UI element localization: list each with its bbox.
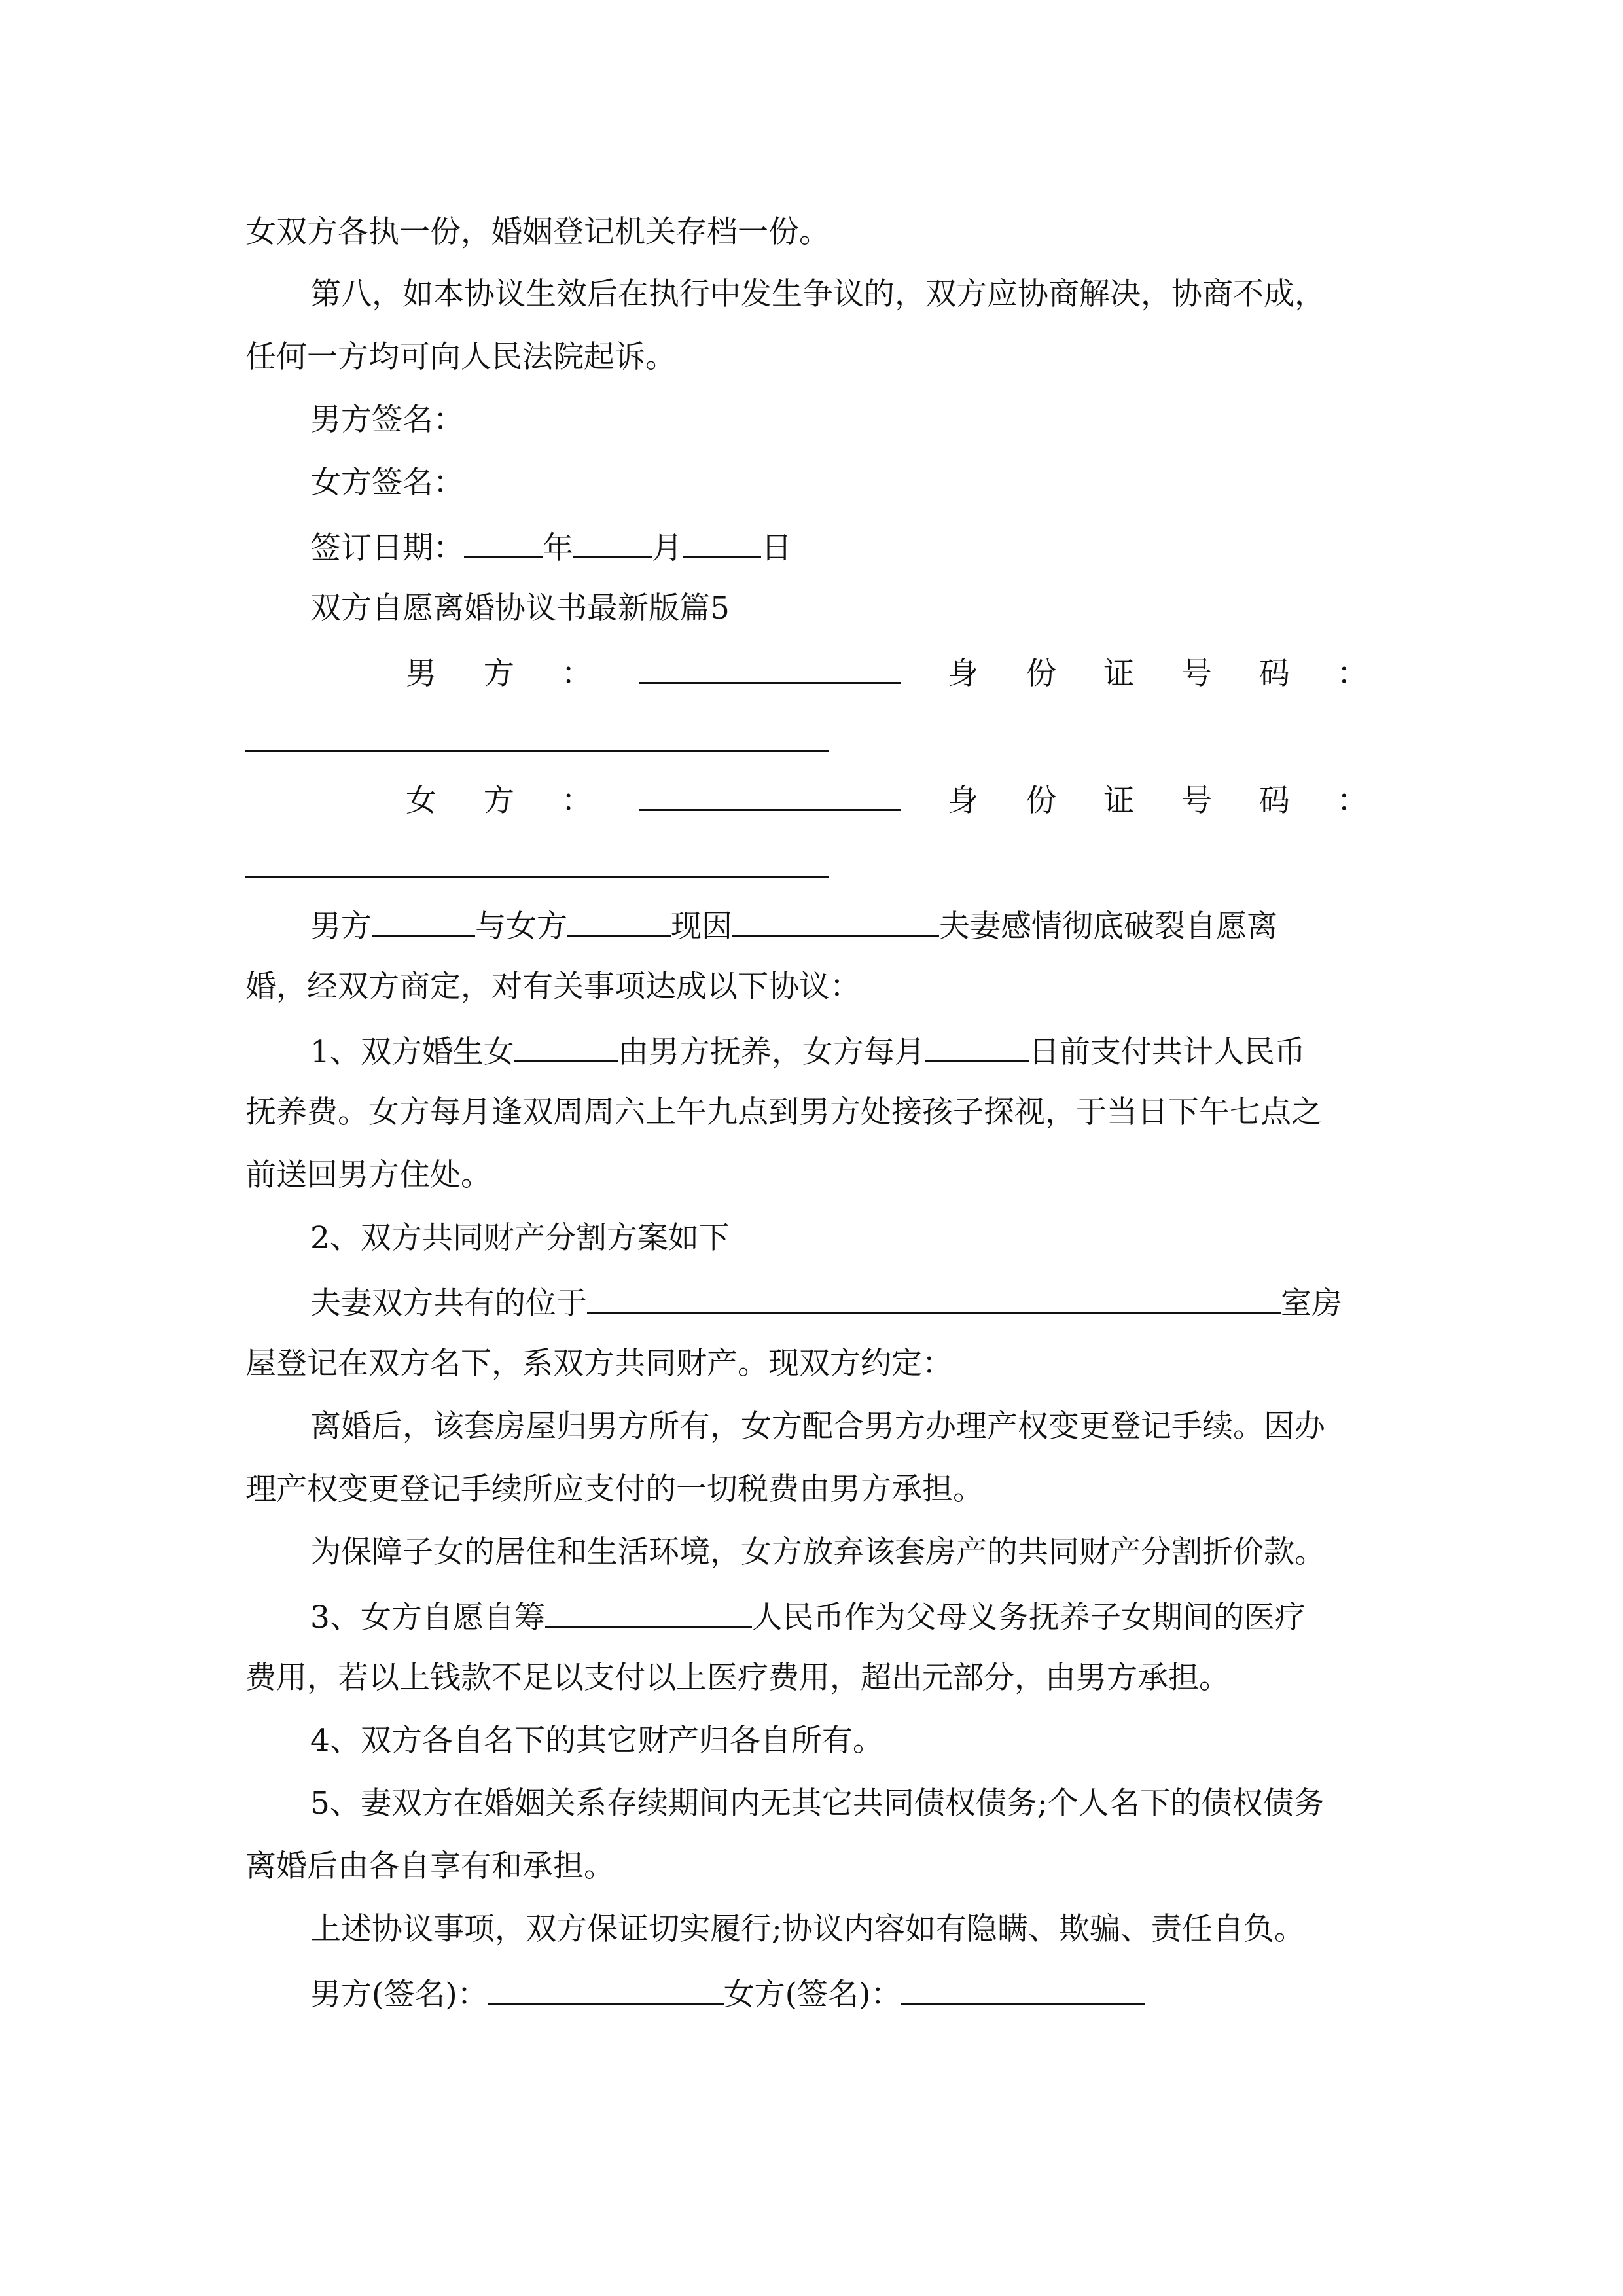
item-1-text-b: 由男方抚养，女方每月 [617, 1034, 925, 1070]
male-party-line [406, 652, 1368, 694]
item-1-line-end: 前送回男方住处。 [245, 1157, 491, 1193]
item-1-line [310, 1030, 1306, 1072]
item-2-heading: 2、双方共同财产分割方案如下 [310, 1220, 730, 1256]
year-blank [464, 526, 543, 558]
day-blank [683, 526, 761, 558]
item-2-house-line [310, 1282, 1342, 1323]
house-location-text: 夫妻双方共有的位于 [310, 1285, 587, 1321]
item-4: 4、双方各自名下的其它财产归各自所有。 [310, 1723, 883, 1759]
day-label: 日 [761, 530, 792, 566]
id-char: 号 [1181, 783, 1213, 819]
signature-line [310, 1973, 1145, 2015]
female-name-blank [639, 779, 901, 811]
house-room-text: 室房 [1281, 1285, 1342, 1321]
id-char: 身 [948, 656, 979, 692]
male-label: 男 [406, 656, 437, 692]
female-party-line [406, 779, 1368, 821]
section-title: 双方自愿离婚协议书最新版篇5 [310, 590, 730, 626]
month-blank [573, 526, 652, 558]
intro-text: 夫妻感情彻底破裂自愿离 [939, 908, 1277, 944]
item-1-text: 1、双方婚生女 [310, 1034, 514, 1070]
intro-line-cont: 婚，经双方商定，对有关事项达成以下协议： [245, 969, 861, 1005]
item-2-children: 为保障子女的居住和生活环境，女方放弃该套房产的共同财产分割折价款。 [310, 1534, 1325, 1570]
female-signature-label: 女方签名： [310, 465, 464, 501]
item-3-line-cont: 费用，若以上钱款不足以支付以上医疗费用，超出元部分，由男方承担。 [245, 1660, 1230, 1696]
signing-date-line [310, 526, 792, 568]
intro-male: 男方 [310, 908, 372, 944]
item-3-text-b: 人民币作为父母义务抚养子女期间的医疗 [751, 1600, 1306, 1636]
male-signature-blank [488, 1973, 724, 2005]
party-label: 方 [483, 656, 514, 692]
monthly-date-blank [925, 1030, 1029, 1062]
female-label: 女 [406, 783, 437, 819]
party-label: 方 [483, 783, 514, 819]
house-location-blank [587, 1282, 1281, 1314]
female-signature-blank [901, 1973, 1145, 2005]
item-1-text-c: 日前支付共计人民币 [1028, 1034, 1306, 1070]
colon: ： [1336, 656, 1368, 692]
colon: ： [561, 656, 592, 692]
id-char: 码 [1259, 656, 1290, 692]
male-blank [372, 905, 475, 937]
item-3-text: 3、女方自愿自筹 [310, 1600, 545, 1636]
colon: ： [1336, 783, 1368, 819]
male-signature-text: 男方(签名)： [310, 1977, 488, 2013]
month-label: 月 [652, 530, 683, 566]
item-3-line [310, 1596, 1306, 1638]
id-char: 码 [1259, 783, 1290, 819]
reason-blank [732, 905, 939, 937]
daughter-blank [514, 1030, 618, 1062]
medical-amount-blank [545, 1596, 752, 1628]
male-id-blank [245, 750, 829, 752]
id-char: 号 [1181, 656, 1213, 692]
id-char: 份 [1026, 783, 1057, 819]
male-signature-label: 男方签名： [310, 402, 464, 438]
year-label: 年 [543, 530, 573, 566]
colon: ： [561, 783, 592, 819]
id-char: 份 [1026, 656, 1057, 692]
female-id-blank [245, 876, 829, 878]
item-2-house-cont: 屋登记在双方名下，系双方共同财产。现双方约定： [245, 1346, 953, 1382]
item-2-after-divorce-cont: 理产权变更登记手续所应支付的一切税费由男方承担。 [245, 1471, 984, 1507]
intro-line [310, 905, 1277, 946]
id-char: 证 [1103, 783, 1135, 819]
item-5-cont: 离婚后由各自享有和承担。 [245, 1848, 615, 1884]
id-char: 身 [948, 783, 979, 819]
closing-statement: 上述协议事项，双方保证切实履行;协议内容如有隐瞒、欺骗、责任自负。 [310, 1911, 1305, 1947]
signing-date-label: 签订日期： [310, 530, 464, 566]
item-1-line-cont: 抚养费。女方每月逢双周周六上午九点到男方处接孩子探视，于当日下午七点之 [245, 1094, 1322, 1130]
paragraph-article-8-cont: 任何一方均可向人民法院起诉。 [245, 339, 676, 375]
item-5: 5、妻双方在婚姻关系存续期间内无其它共同债权债务;个人名下的债权债务 [310, 1785, 1325, 1821]
item-2-after-divorce: 离婚后，该套房屋归男方所有，女方配合男方办理产权变更登记手续。因办 [310, 1408, 1325, 1444]
paragraph-copies: 女双方各执一份，婚姻登记机关存档一份。 [245, 214, 830, 250]
male-name-blank [639, 652, 901, 684]
female-signature-text: 女方(签名)： [723, 1977, 902, 2013]
intro-reason: 现因 [671, 908, 732, 944]
paragraph-article-8: 第八，如本协议生效后在执行中发生争议的，双方应协商解决，协商不成， [310, 276, 1325, 312]
id-char: 证 [1103, 656, 1135, 692]
female-blank [567, 905, 671, 937]
intro-female: 与女方 [475, 908, 567, 944]
